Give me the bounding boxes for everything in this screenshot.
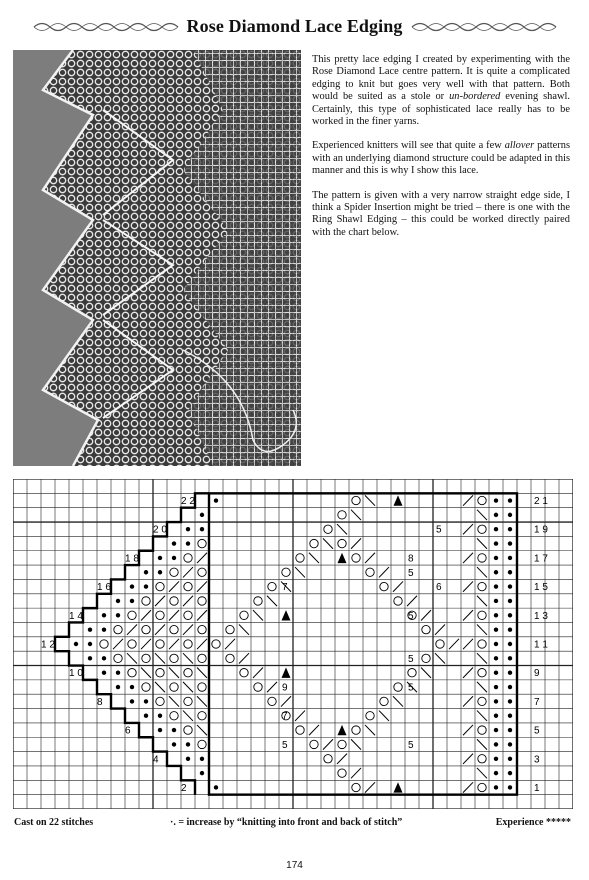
yarn-over-icon (254, 597, 262, 605)
ssk-icon (183, 682, 193, 692)
ssk-icon (239, 624, 249, 634)
knit-dot-icon (172, 541, 176, 545)
row-label-right: 3 (534, 754, 540, 766)
knit-dot-icon (508, 570, 512, 574)
yarn-over-icon (170, 597, 178, 605)
yarn-over-icon (478, 525, 486, 533)
row-label-left: 1 8 (125, 553, 139, 565)
yarn-over-icon (422, 654, 430, 662)
yarn-over-icon (478, 611, 486, 619)
k2tog-icon (463, 581, 473, 591)
yarn-over-icon (128, 640, 136, 648)
ssk-icon (477, 624, 487, 634)
knit-dot-icon (88, 642, 92, 646)
yarn-over-icon (366, 568, 374, 576)
yarn-over-icon (296, 726, 304, 734)
knit-dot-icon (494, 513, 498, 517)
ssk-icon (393, 696, 403, 706)
k2tog-icon (127, 624, 137, 634)
yarn-over-icon (268, 582, 276, 590)
lace-chart (13, 479, 573, 809)
double-decrease-icon (282, 610, 291, 620)
k2tog-icon (379, 567, 389, 577)
knit-dot-icon (200, 771, 204, 775)
row-label-right: 5 (534, 725, 540, 737)
k2tog-icon (463, 782, 473, 792)
row-label-right: 1 (534, 782, 540, 794)
ssk-icon (183, 711, 193, 721)
yarn-over-icon (198, 597, 206, 605)
yarn-over-icon (184, 611, 192, 619)
experience-rating: Experience ***** (495, 817, 571, 828)
row-label-left: 6 (125, 725, 131, 737)
yarn-over-icon (184, 554, 192, 562)
chart-inner-number: 5 (436, 524, 442, 536)
ssk-icon (365, 725, 375, 735)
yarn-over-icon (394, 597, 402, 605)
yarn-over-icon (170, 625, 178, 633)
yarn-over-icon (352, 554, 360, 562)
yarn-over-icon (380, 697, 388, 705)
knit-dot-icon (102, 670, 106, 674)
k2tog-icon (463, 754, 473, 764)
yarn-over-icon (240, 668, 248, 676)
knit-dot-icon (158, 728, 162, 732)
knit-dot-icon (186, 742, 190, 746)
yarn-over-icon (226, 625, 234, 633)
k2tog-icon (183, 624, 193, 634)
yarn-over-icon (254, 683, 262, 691)
knit-dot-icon (130, 599, 134, 603)
ssk-icon (267, 596, 277, 606)
yarn-over-icon (184, 726, 192, 734)
ssk-icon (477, 596, 487, 606)
yarn-over-icon (100, 640, 108, 648)
knit-dot-icon (494, 527, 498, 531)
lace-photo (13, 50, 301, 466)
yarn-over-icon (380, 582, 388, 590)
knit-dot-icon (494, 771, 498, 775)
knit-dot-icon (494, 541, 498, 545)
k2tog-icon (463, 553, 473, 563)
k2tog-icon (309, 725, 319, 735)
yarn-over-icon (128, 611, 136, 619)
yarn-over-icon (352, 726, 360, 734)
yarn-over-icon (184, 697, 192, 705)
k2tog-icon (365, 553, 375, 563)
knit-dot-icon (130, 584, 134, 588)
paragraph-1: This pretty lace edging I created by experimenting with the Rose Diamond Lace centre pattern. It is quite a complicated edging to knit but goes very well with that pattern. Both would be suited as a stole or un-bordered evening shawl. Certainly, this type of sophisticated lace really has to be worked in the finer yarns. (312, 54, 570, 128)
knit-dot-icon (102, 656, 106, 660)
knit-dot-icon (508, 728, 512, 732)
k2tog-icon (463, 524, 473, 534)
yarn-over-icon (170, 654, 178, 662)
yarn-over-icon (170, 568, 178, 576)
row-label-left: 4 (153, 754, 159, 766)
knit-dot-icon (508, 584, 512, 588)
double-decrease-icon (338, 725, 347, 735)
k2tog-icon (141, 610, 151, 620)
yarn-over-icon (352, 783, 360, 791)
double-decrease-icon (338, 553, 347, 563)
chart-inner-number: 5 (408, 567, 414, 579)
knit-dot-icon (186, 541, 190, 545)
knit-dot-icon (494, 785, 498, 789)
k2tog-icon (351, 768, 361, 778)
yarn-over-icon (156, 582, 164, 590)
chart-inner-number: 7 (282, 582, 288, 594)
chart-inner-number: 5 (282, 739, 288, 751)
yarn-over-icon (408, 668, 416, 676)
ssk-icon (127, 653, 137, 663)
k2tog-icon (183, 567, 193, 577)
k2tog-icon (295, 711, 305, 721)
lace-photo-image (13, 50, 301, 466)
knit-dot-icon (494, 613, 498, 617)
chart-inner-number: 9 (282, 682, 288, 694)
yarn-over-icon (310, 740, 318, 748)
yarn-over-icon (394, 683, 402, 691)
knit-dot-icon (102, 613, 106, 617)
knit-dot-icon (214, 785, 218, 789)
knit-dot-icon (508, 656, 512, 660)
yarn-over-icon (282, 568, 290, 576)
yarn-over-icon (170, 683, 178, 691)
row-label-left: 2 2 (181, 496, 195, 508)
chart-inner-number: 5 (408, 682, 414, 694)
knit-dot-icon (494, 584, 498, 588)
knit-dot-icon (494, 498, 498, 502)
ssk-icon (197, 725, 207, 735)
right-ornament-icon (410, 18, 560, 36)
row-label-left: 2 (181, 782, 187, 794)
ssk-icon (477, 768, 487, 778)
yarn-over-icon (198, 568, 206, 576)
knit-dot-icon (74, 642, 78, 646)
k2tog-icon (365, 782, 375, 792)
yarn-over-icon (156, 640, 164, 648)
knit-dot-icon (508, 527, 512, 531)
yarn-over-icon (170, 712, 178, 720)
k2tog-icon (463, 610, 473, 620)
row-label-right: 7 (534, 696, 540, 708)
k2tog-icon (141, 639, 151, 649)
yarn-over-icon (478, 582, 486, 590)
k2tog-icon (337, 754, 347, 764)
knit-dot-icon (494, 642, 498, 646)
k2tog-icon (463, 725, 473, 735)
k2tog-icon (225, 639, 235, 649)
chart-inner-number: 8 (408, 553, 414, 565)
yarn-over-icon (226, 654, 234, 662)
yarn-over-icon (478, 640, 486, 648)
knit-dot-icon (200, 513, 204, 517)
yarn-over-icon (310, 539, 318, 547)
knit-dot-icon (116, 613, 120, 617)
knit-dot-icon (508, 699, 512, 703)
knit-dot-icon (200, 757, 204, 761)
intro-text (312, 54, 570, 251)
knit-dot-icon (494, 670, 498, 674)
k2tog-icon (421, 610, 431, 620)
row-label-right: 1 9 (534, 524, 548, 536)
yarn-over-icon (114, 654, 122, 662)
knit-dot-icon (494, 728, 498, 732)
knit-dot-icon (508, 513, 512, 517)
page-title: Rose Diamond Lace Edging (186, 16, 403, 36)
knit-dot-icon (214, 498, 218, 502)
knit-dot-icon (508, 627, 512, 631)
chart-inner-number: 5 (408, 610, 414, 622)
knit-dot-icon (88, 656, 92, 660)
chart-inner-number: 7 (282, 711, 288, 723)
knit-dot-icon (144, 584, 148, 588)
knit-dot-icon (508, 541, 512, 545)
page-header (0, 6, 589, 46)
k2tog-icon (197, 639, 207, 649)
knit-dot-icon (494, 556, 498, 560)
k2tog-icon (169, 639, 179, 649)
knit-dot-icon (508, 742, 512, 746)
knit-dot-icon (508, 757, 512, 761)
knit-dot-icon (508, 685, 512, 689)
knit-dot-icon (508, 556, 512, 560)
ssk-icon (309, 553, 319, 563)
yarn-over-icon (478, 697, 486, 705)
ssk-icon (477, 538, 487, 548)
ssk-icon (351, 739, 361, 749)
knit-dot-icon (130, 685, 134, 689)
knit-dot-icon (130, 699, 134, 703)
double-decrease-icon (282, 668, 291, 678)
ssk-icon (155, 682, 165, 692)
row-label-left: 2 0 (153, 524, 167, 536)
yarn-over-icon (338, 511, 346, 519)
knit-dot-icon (88, 627, 92, 631)
paragraph-3: The pattern is given with a very narrow straight edge side, I think a Spider Insertion might be tried – there is one with the Ring Shawl Edging – this could be worked directly paired with the chart below. (312, 189, 570, 238)
k2tog-icon (435, 624, 445, 634)
ssk-icon (197, 696, 207, 706)
double-decrease-icon (394, 782, 403, 792)
k2tog-icon (113, 639, 123, 649)
page-number: 174 (286, 860, 303, 871)
ssk-icon (337, 524, 347, 534)
ssk-icon (477, 739, 487, 749)
k2tog-icon (463, 639, 473, 649)
knit-dot-icon (186, 757, 190, 761)
yarn-over-icon (324, 755, 332, 763)
cast-on-note: Cast on 22 stitches (14, 817, 94, 828)
knit-dot-icon (508, 642, 512, 646)
knit-dot-icon (172, 728, 176, 732)
yarn-over-icon (478, 755, 486, 763)
ssk-icon (141, 668, 151, 678)
ssk-icon (435, 653, 445, 663)
row-label-right: 1 5 (534, 582, 548, 594)
yarn-over-icon (184, 582, 192, 590)
knit-dot-icon (494, 757, 498, 761)
k2tog-icon (351, 538, 361, 548)
k2tog-icon (281, 696, 291, 706)
k2tog-icon (463, 495, 473, 505)
k2tog-icon (449, 639, 459, 649)
knit-dot-icon (494, 627, 498, 631)
yarn-over-icon (142, 654, 150, 662)
k2tog-icon (393, 581, 403, 591)
ssk-icon (323, 538, 333, 548)
knit-dot-icon (186, 527, 190, 531)
yarn-over-icon (114, 625, 122, 633)
knit-dot-icon (494, 742, 498, 746)
row-label-left: 1 6 (97, 582, 111, 594)
k2tog-icon (463, 696, 473, 706)
yarn-over-icon (156, 668, 164, 676)
ssk-icon (197, 668, 207, 678)
knit-dot-icon (116, 685, 120, 689)
chart-grid (13, 479, 573, 809)
yarn-over-icon (142, 683, 150, 691)
k2tog-icon (197, 581, 207, 591)
knit-dot-icon (508, 599, 512, 603)
knit-dot-icon (116, 599, 120, 603)
knit-dot-icon (144, 699, 148, 703)
paragraph-2: Experienced knitters will see that quite a few allover patterns with an underlying diamond structure could be adapted in this manner and this is why I show this lace. (312, 140, 570, 177)
k2tog-icon (239, 653, 249, 663)
knit-dot-icon (508, 670, 512, 674)
knit-dot-icon (494, 699, 498, 703)
yarn-over-icon (156, 611, 164, 619)
k2tog-icon (253, 668, 263, 678)
ssk-icon (183, 653, 193, 663)
ssk-icon (365, 495, 375, 505)
k2tog-icon (407, 596, 417, 606)
knit-dot-icon (144, 570, 148, 574)
yarn-over-icon (198, 683, 206, 691)
yarn-over-icon (198, 654, 206, 662)
k2tog-icon (323, 739, 333, 749)
knit-dot-icon (144, 714, 148, 718)
yarn-over-icon (478, 726, 486, 734)
knit-dot-icon (116, 670, 120, 674)
knit-dot-icon (494, 656, 498, 660)
double-decrease-icon (394, 495, 403, 505)
row-label-left: 1 0 (69, 668, 83, 680)
yarn-over-icon (478, 783, 486, 791)
legend-note: ·. = increase by “knitting into front and back of stitch” (170, 817, 403, 828)
chart-inner-number: 6 (436, 582, 442, 594)
ssk-icon (169, 696, 179, 706)
ssk-icon (169, 668, 179, 678)
knit-dot-icon (508, 613, 512, 617)
ssk-icon (155, 653, 165, 663)
ssk-icon (351, 510, 361, 520)
row-label-right: 2 1 (534, 496, 548, 508)
knit-dot-icon (494, 714, 498, 718)
row-label-right: 1 3 (534, 610, 548, 622)
yarn-over-icon (156, 697, 164, 705)
yarn-over-icon (198, 625, 206, 633)
k2tog-icon (155, 624, 165, 634)
k2tog-icon (169, 610, 179, 620)
yarn-over-icon (268, 697, 276, 705)
row-label-right: 9 (534, 668, 540, 680)
knit-dot-icon (158, 570, 162, 574)
yarn-over-icon (184, 640, 192, 648)
k2tog-icon (197, 553, 207, 563)
yarn-over-icon (422, 625, 430, 633)
ssk-icon (477, 510, 487, 520)
yarn-over-icon (436, 640, 444, 648)
ssk-icon (253, 610, 263, 620)
knit-dot-icon (158, 556, 162, 560)
knit-dot-icon (102, 627, 106, 631)
row-label-right: 1 7 (534, 553, 548, 565)
ssk-icon (295, 567, 305, 577)
knit-dot-icon (508, 714, 512, 718)
row-label-right: 1 1 (534, 639, 548, 651)
ssk-icon (477, 682, 487, 692)
knit-dot-icon (200, 527, 204, 531)
ssk-icon (477, 711, 487, 721)
yarn-over-icon (212, 640, 220, 648)
yarn-over-icon (198, 539, 206, 547)
knit-dot-icon (494, 599, 498, 603)
row-label-left: 1 2 (41, 639, 55, 651)
ssk-icon (421, 668, 431, 678)
knit-dot-icon (172, 556, 176, 560)
yarn-over-icon (338, 539, 346, 547)
knit-dot-icon (494, 685, 498, 689)
yarn-over-icon (128, 668, 136, 676)
yarn-over-icon (478, 554, 486, 562)
yarn-over-icon (478, 496, 486, 504)
knit-dot-icon (508, 771, 512, 775)
yarn-over-icon (338, 740, 346, 748)
k2tog-icon (169, 581, 179, 591)
k2tog-icon (267, 682, 277, 692)
yarn-over-icon (324, 525, 332, 533)
ssk-icon (379, 711, 389, 721)
k2tog-icon (183, 596, 193, 606)
yarn-over-icon (198, 740, 206, 748)
knit-dot-icon (494, 570, 498, 574)
knit-dot-icon (508, 498, 512, 502)
yarn-over-icon (184, 668, 192, 676)
yarn-over-icon (352, 496, 360, 504)
knit-dot-icon (158, 714, 162, 718)
chart-inner-number: 5 (408, 739, 414, 751)
ssk-icon (477, 567, 487, 577)
yarn-over-icon (338, 769, 346, 777)
k2tog-icon (197, 610, 207, 620)
row-label-left: 1 4 (69, 610, 83, 622)
k2tog-icon (463, 668, 473, 678)
yarn-over-icon (198, 712, 206, 720)
knit-dot-icon (172, 742, 176, 746)
yarn-over-icon (296, 554, 304, 562)
yarn-over-icon (142, 597, 150, 605)
row-label-left: 8 (97, 696, 103, 708)
yarn-over-icon (478, 668, 486, 676)
yarn-over-icon (142, 625, 150, 633)
yarn-over-icon (366, 712, 374, 720)
chart-inner-number: 5 (408, 653, 414, 665)
knit-dot-icon (508, 785, 512, 789)
k2tog-icon (155, 596, 165, 606)
ssk-icon (477, 653, 487, 663)
yarn-over-icon (240, 611, 248, 619)
